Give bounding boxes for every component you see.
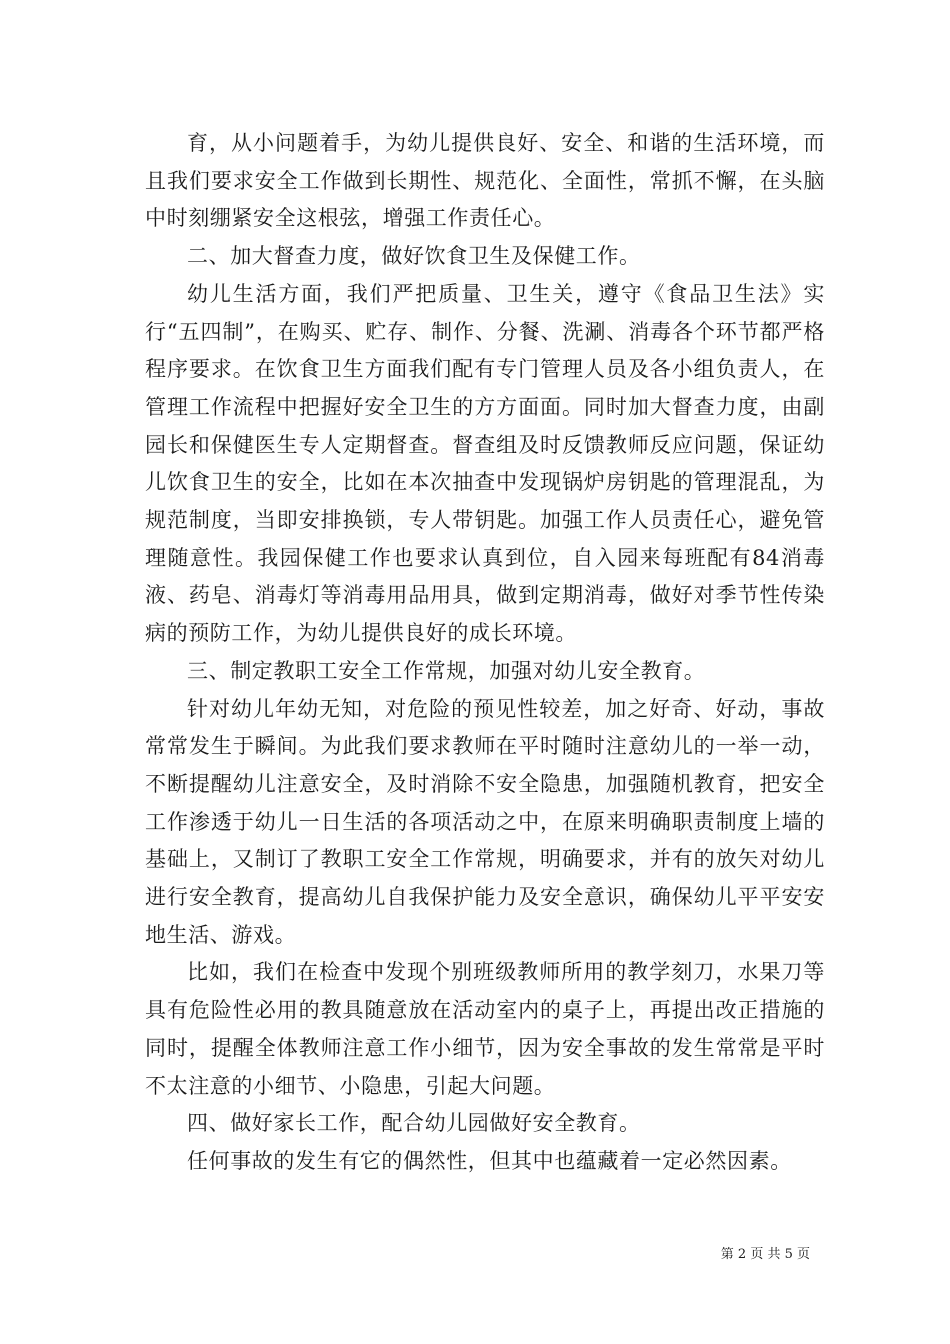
paragraph-1: 育，从小问题着手，为幼儿提供良好、安全、和谐的生活环境，而且我们要求安全工作做到长期性、规范化、全面性，常抓不懈，在头脑中时刻绷紧安全这根弦，增强工作责任心。 (145, 131, 825, 231)
paragraph-6: 比如，我们在检查中发现个别班级教师所用的教学刻刀，水果刀等具有危险性必用的教具随意放在活动室内的桌子上，再提出改正措施的同时，提醒全体教师注意工作小细节，因为安全事故的发生常常是平时不太注意的小细节、小隐患，引起大问题。 (145, 960, 825, 1098)
paragraph-3: 幼儿生活方面，我们严把质量、卫生关，遵守《食品卫生法》实行“五四制”，在购买、贮存、制作、分餐、洗涮、消毒各个环节都严格程序要求。在饮食卫生方面我们配有专门管理人员及各小组负责人，在管理工作流程中把握好安全卫生的方方面面。同时加大督查力度，由副园长和保健医生专人定期督查。督查组及时反馈教师反应问题，保证幼儿饮食卫生的安全，比如在本次抽查中发现锅炉房钥匙的管理混乱，为规范制度，当即安排换锁，专人带钥匙。加强工作人员责任心，避免管理随意性。我园保健工作也要求认真到位，自入园来每班配有84消毒液、药皂、消毒灯等消毒用品用具，做到定期消毒，做好对季节性传染病的预防工作，为幼儿提供良好的成长环境。 (145, 281, 825, 646)
paragraph-5: 针对幼儿年幼无知，对危险的预见性较差，加之好奇、好动，事故常常发生于瞬间。为此我们要求教师在平时随时注意幼儿的一举一动，不断提醒幼儿注意安全，及时消除不安全隐患，加强随机教育，把安全工作渗透于幼儿一日生活的各项活动之中，在原来明确职责制度上墙的基础上，又制订了教职工安全工作常规，明确要求，并有的放矢对幼儿进行安全教育，提高幼儿自我保护能力及安全意识，确保幼儿平平安安地生活、游戏。 (145, 696, 825, 947)
section-heading-3: 三、制定教职工安全工作常规，加强对幼儿安全教育。 (187, 658, 706, 683)
section-heading-2: 二、加大督查力度，做好饮食卫生及保健工作。 (187, 244, 641, 269)
page-number: 第 2 页 共 5 页 (720, 1247, 810, 1262)
paragraph-8: 任何事故的发生有它的偶然性，但其中也蕴藏着一定必然因素。 (187, 1148, 792, 1173)
document-body (145, 125, 825, 1181)
section-heading-4: 四、做好家长工作，配合幼儿园做好安全教育。 (187, 1111, 641, 1136)
